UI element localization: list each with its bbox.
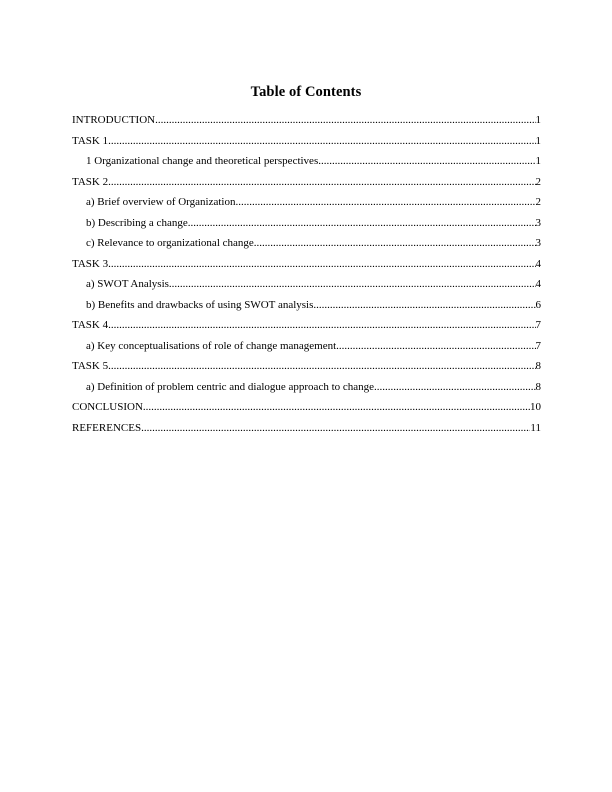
toc-entry-label: a) Brief overview of Organization xyxy=(86,196,236,208)
toc-leader-dots xyxy=(108,318,535,332)
toc-entry-label: 1 Organizational change and theoretical perspectives xyxy=(86,155,319,167)
toc-entry-page: 8 xyxy=(535,380,541,393)
toc-entry-page: 7 xyxy=(535,339,541,352)
toc-entry-label: a) Key conceptualisations of role of change management xyxy=(86,339,337,352)
toc-leader-dots xyxy=(188,216,536,230)
toc-entry-label: TASK 3 xyxy=(72,257,109,270)
toc-entry-task-5[interactable] xyxy=(72,359,541,380)
toc-leader-dots xyxy=(108,257,535,271)
toc-leader-dots xyxy=(143,400,530,414)
toc-entry-page: 3 xyxy=(535,237,541,249)
toc-entry-label: TASK 1 xyxy=(72,134,109,147)
toc-entry-references[interactable] xyxy=(72,421,541,442)
toc-entry-page: 3 xyxy=(535,216,541,229)
toc-title: Table of Contents xyxy=(250,84,362,100)
toc-leader-dots xyxy=(155,113,535,127)
toc-entry-page: 4 xyxy=(535,257,541,270)
toc-leader-dots xyxy=(318,154,535,168)
toc-entry-label: INTRODUCTION xyxy=(72,114,156,126)
toc-entry-page: 7 xyxy=(535,319,541,331)
toc-leader-dots xyxy=(254,236,536,250)
toc-entry-key-conceptualisations[interactable] xyxy=(72,339,541,360)
toc-entry-page: 10 xyxy=(530,401,541,413)
toc-entry-brief-overview[interactable] xyxy=(72,195,541,216)
toc-entry-swot-benefits[interactable] xyxy=(72,298,541,319)
toc-entry-page: 1 xyxy=(535,134,541,147)
toc-entry-page: 1 xyxy=(535,155,541,167)
toc-entry-label: a) SWOT Analysis xyxy=(86,278,169,290)
toc-entry-relevance[interactable] xyxy=(72,236,541,257)
toc-entry-label: TASK 5 xyxy=(72,360,109,372)
toc-entry-task-1[interactable] xyxy=(72,134,541,155)
toc-entry-swot-analysis[interactable] xyxy=(72,277,541,298)
toc-entry-organizational-change[interactable] xyxy=(72,154,541,175)
toc-entry-page: 4 xyxy=(535,278,541,290)
toc-leader-dots xyxy=(108,359,535,373)
toc-entry-label: TASK 4 xyxy=(72,319,109,331)
toc-entry-task-2[interactable] xyxy=(72,175,541,196)
toc-entry-label: TASK 2 xyxy=(72,175,109,188)
toc-entry-label: REFERENCES xyxy=(72,421,142,434)
toc-leader-dots xyxy=(235,195,535,209)
toc-entry-page: 1 xyxy=(535,114,541,126)
toc-entry-label: b) Describing a change xyxy=(86,216,188,229)
toc-entry-describing-change[interactable] xyxy=(72,216,541,237)
toc-leader-dots xyxy=(141,421,530,435)
toc-entry-label: a) Definition of problem centric and dialogue approach to change xyxy=(86,380,375,393)
toc-entry-page: 2 xyxy=(535,196,541,208)
toc-leader-dots xyxy=(374,380,535,394)
toc-entry-problem-centric[interactable] xyxy=(72,380,541,401)
toc-entry-task-3[interactable] xyxy=(72,257,541,278)
toc-entry-conclusion[interactable] xyxy=(72,400,541,421)
toc-leader-dots xyxy=(108,175,535,189)
toc-entry-label: CONCLUSION xyxy=(72,401,143,413)
toc-entry-page: 2 xyxy=(535,175,541,188)
toc-entry-introduction[interactable] xyxy=(72,113,541,134)
toc-list xyxy=(72,113,541,441)
toc-entry-label: b) Benefits and drawbacks of using SWOT analysis xyxy=(86,298,314,311)
toc-entry-task-4[interactable] xyxy=(72,318,541,339)
toc-leader-dots xyxy=(108,134,535,148)
toc-entry-page: 8 xyxy=(535,360,541,372)
toc-entry-label: c) Relevance to organizational change xyxy=(86,237,254,249)
toc-entry-page: 6 xyxy=(535,298,541,311)
toc-entry-page: 11 xyxy=(530,421,541,434)
toc-leader-dots xyxy=(313,298,535,312)
toc-leader-dots xyxy=(169,277,536,291)
toc-leader-dots xyxy=(336,339,535,353)
